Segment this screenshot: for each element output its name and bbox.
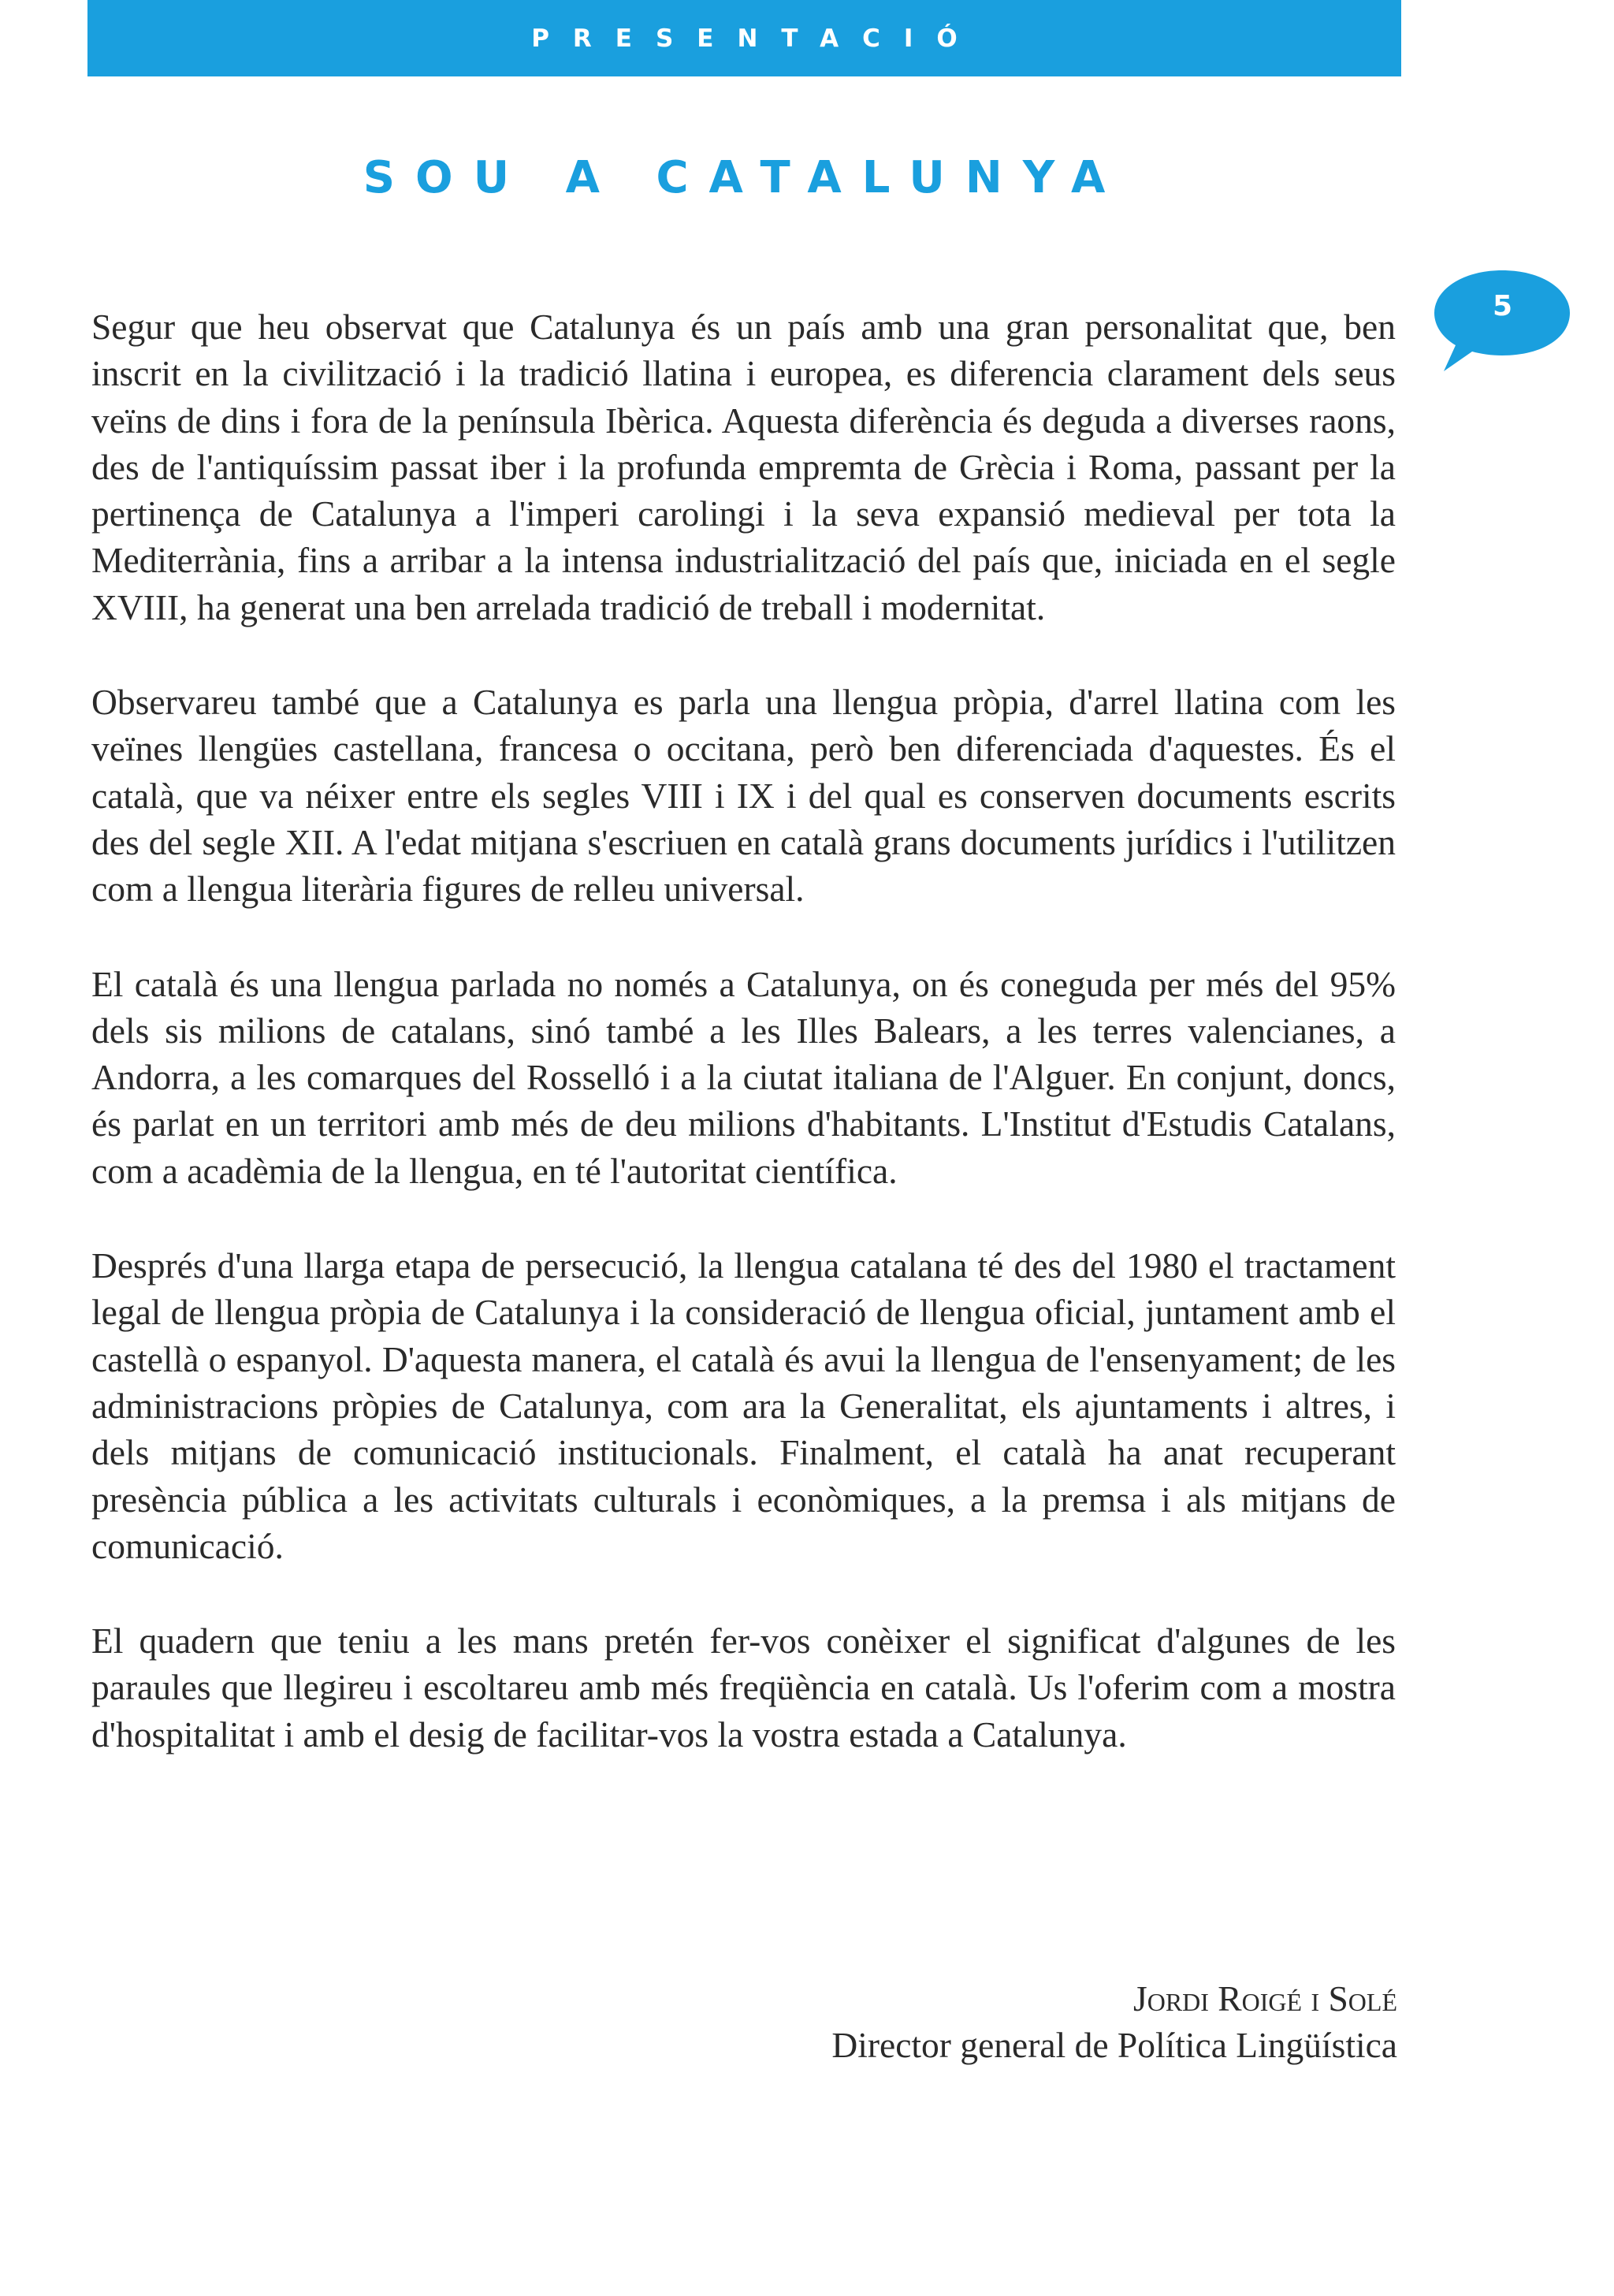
paragraph: El català és una llengua parlada no només a Catalunya, on és coneguda per més del 95% dels sis milions de catalans, sinó també a les Illes Balears, a les terres valencianes, a Andorra, a les comarques del Rosselló i a la ciutat italiana de l'Alguer. En conjunt, doncs, és parlat en un territori amb més de deu milions d'habitants. L'Institut d'Estudis Catalans, com a acadèmia de la llengua, en té l'autoritat científica. — [91, 963, 1396, 1191]
signature-name: Jordi Roigé i Solé — [1133, 1978, 1397, 2019]
paragraph: Segur que heu observat que Catalunya és un país amb una gran personalitat que, ben inscrit en la civilització i la tradició llatina i europea, es diferencia clarament dels seus veïns de dins i fora de la península Ibèrica. Aquesta diferència és deguda a diverses raons, des de l'antiquíssim passat iber i la profunda empremta de Grècia i Roma, passant per la pertinença de Catalunya a l'imperi carolingi i la seva expansió medieval per tota la Mediterrània, fins a arribar a la intensa industrialització del país que, iniciada en el segle XVIII, ha generat una ben arrelada tradició de treball i modernitat. — [91, 307, 1396, 627]
paragraph: Observareu també que a Catalunya es parla una llengua pròpia, d'arrel llatina com les veïnes llengües castellana, francesa o occitana, però ben diferenciada d'aquestes. És el català, que va néixer entre els segles VIII i IX i del qual es conserven documents escrits des del segle XII. A l'edat mitjana s'escriuen en català grans documents jurídics i l'utilitzen com a llengua literària figures de relleu universal. — [91, 682, 1396, 910]
page-number-badge — [1430, 264, 1575, 382]
paragraph: Després d'una llarga etapa de persecució, la llengua catalana té des del 1980 el tractament legal de llengua pròpia de Catalunya i la consideració de llengua oficial, juntament amb el castellà o espanyol. D'aquesta manera, el català és avui la llengua de l'ensenyament; de les administracions pròpies de Catalunya, com ara la Generalitat, els ajuntaments i altres, i dels mitjans de comunicació institucionals. Finalment, el català ha anat recuperant presència pública a les activitats culturals i econòmiques, a la premsa i als mitjans de comunicació. — [91, 1245, 1396, 1566]
page-number: 5 — [1492, 290, 1513, 322]
section-label: PRESENTACIÓ — [531, 24, 981, 53]
signature-role: Director general de Política Lingüística — [831, 2025, 1397, 2065]
signature-block — [709, 1975, 1397, 2068]
section-header-bar — [87, 0, 1401, 76]
body-text — [91, 303, 1396, 1806]
page-title: SOU A CATALUNYA — [363, 152, 1126, 203]
paragraph: El quadern que teniu a les mans pretén fer-vos conèixer el significat d'algunes de les paraules que llegireu i escoltareu amb més freqüència en català. Us l'oferim com a mostra d'hospitalitat i amb el desig de facilitar-vos la vostra estada a Catalunya. — [91, 1621, 1396, 1755]
